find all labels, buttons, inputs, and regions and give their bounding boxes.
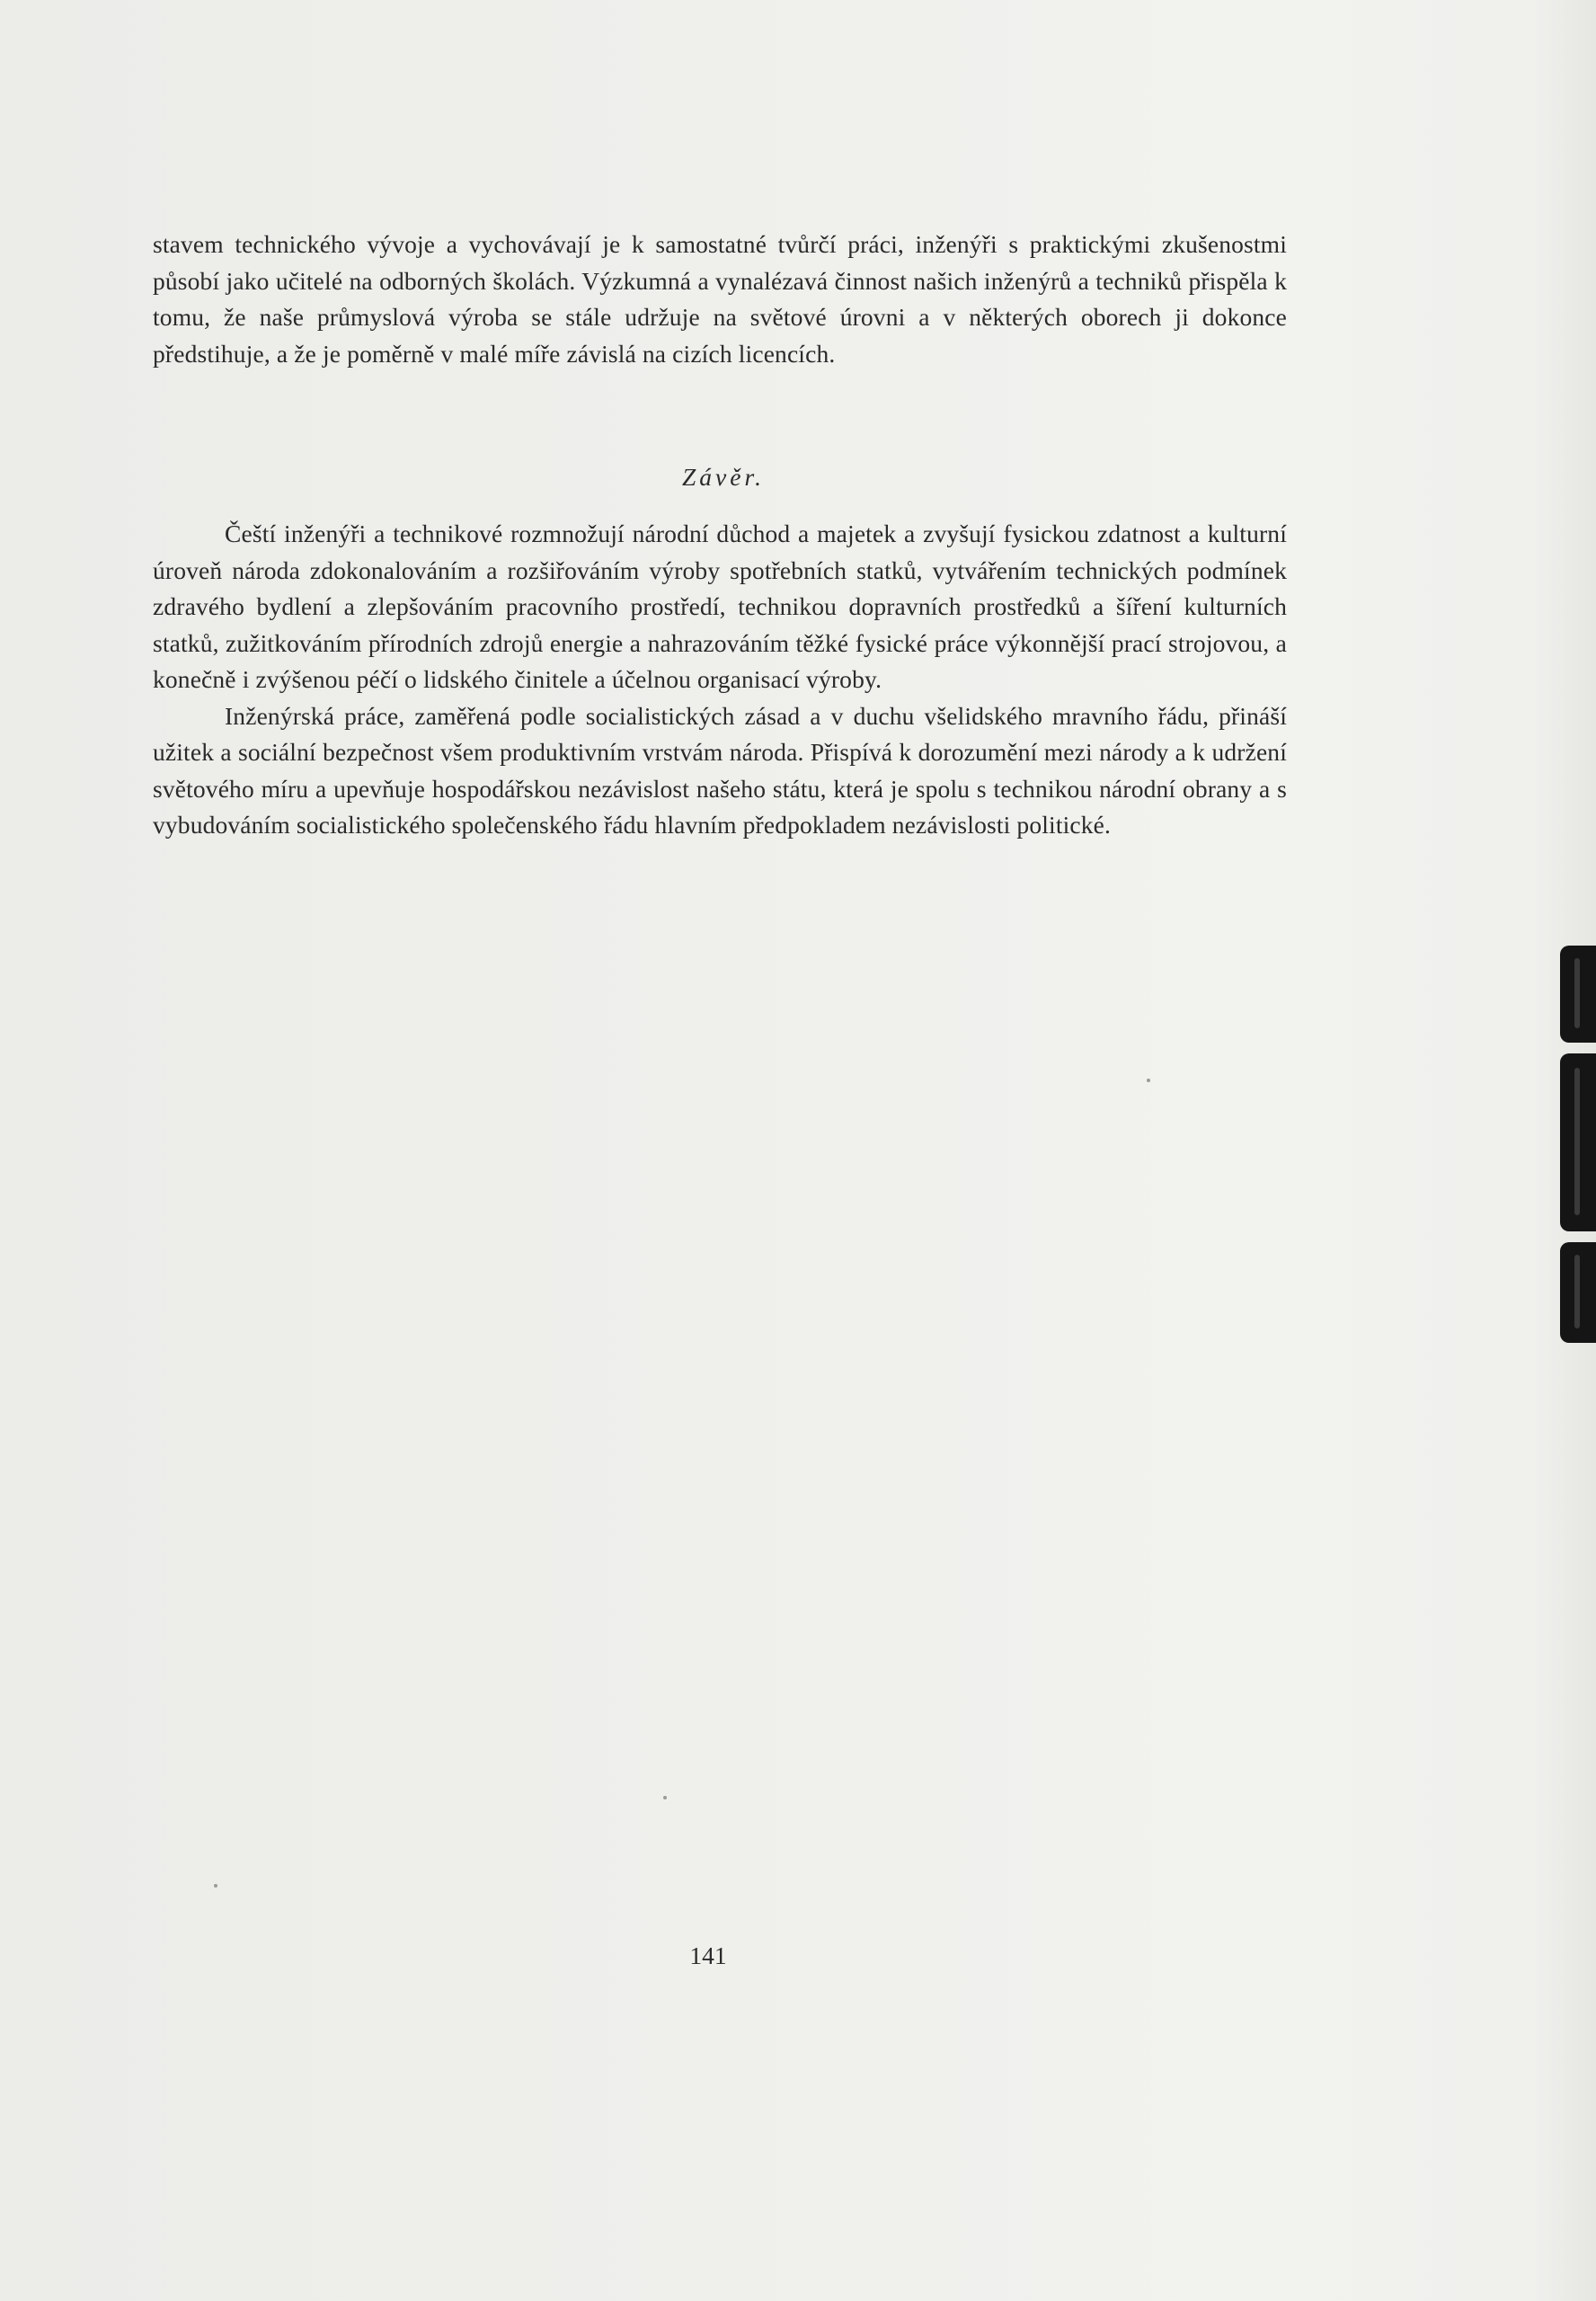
body-text <box>153 516 1287 844</box>
continuation-paragraph: stavem technického vývoje a vychovávají je k samostatné tvůrčí práci, inženýři s praktickými zkušenostmi působí jako učitelé na odborných školách. Výzkumná a vynalézavá činnost našich inženýrů a techniků přispěla k tomu, že naše průmyslová výroba se stále udržuje na světové úrovni a v některých oborech ji dokonce předstihuje, a že je poměrně v malé míře závislá na cizích licencích. <box>153 230 1287 368</box>
paper-speck <box>214 1884 217 1888</box>
paper-speck <box>1147 1079 1150 1082</box>
section-heading: Závěr. <box>682 463 765 491</box>
paragraph: Inženýrská práce, zaměřená podle socialistických zásad a v duchu všelidského mravního řádu, přináší užitek a sociální bezpečnost všem produktivním vrstvám národa. Přispívá k dorozumění mezi národy a k udržení světového míru a upevňuje hospodářskou nezávislost našeho státu, která je spolu s technikou národní obrany a s vybudováním socialistického společenského řádu hlavním předpokladem nezávislosti politické. <box>153 701 1287 839</box>
page-number: 141 <box>689 1941 727 1969</box>
binding-clip <box>1560 1053 1596 1231</box>
paragraph: Čeští inženýři a technikové rozmnožují národní důchod a majetek a zvyšují fysickou zdatnost a kulturní úroveň národa zdokonalováním a rozšiřováním výroby spotřebních statků, vytvářením technických podmínek zdravého bydlení a zlepšováním pracovního prostředí, technikou dopravních prostředků a šíření kulturních statků, zužitkováním přírodních zdrojů energie a nahrazováním těžké fysické práce výkonnější prací strojovou, a konečně i zvýšenou péčí o lidského činitele a účelnou organisací výroby. <box>153 520 1287 693</box>
binding-clip <box>1560 946 1596 1043</box>
paper-speck <box>663 1796 667 1799</box>
binding-clip <box>1560 1242 1596 1343</box>
